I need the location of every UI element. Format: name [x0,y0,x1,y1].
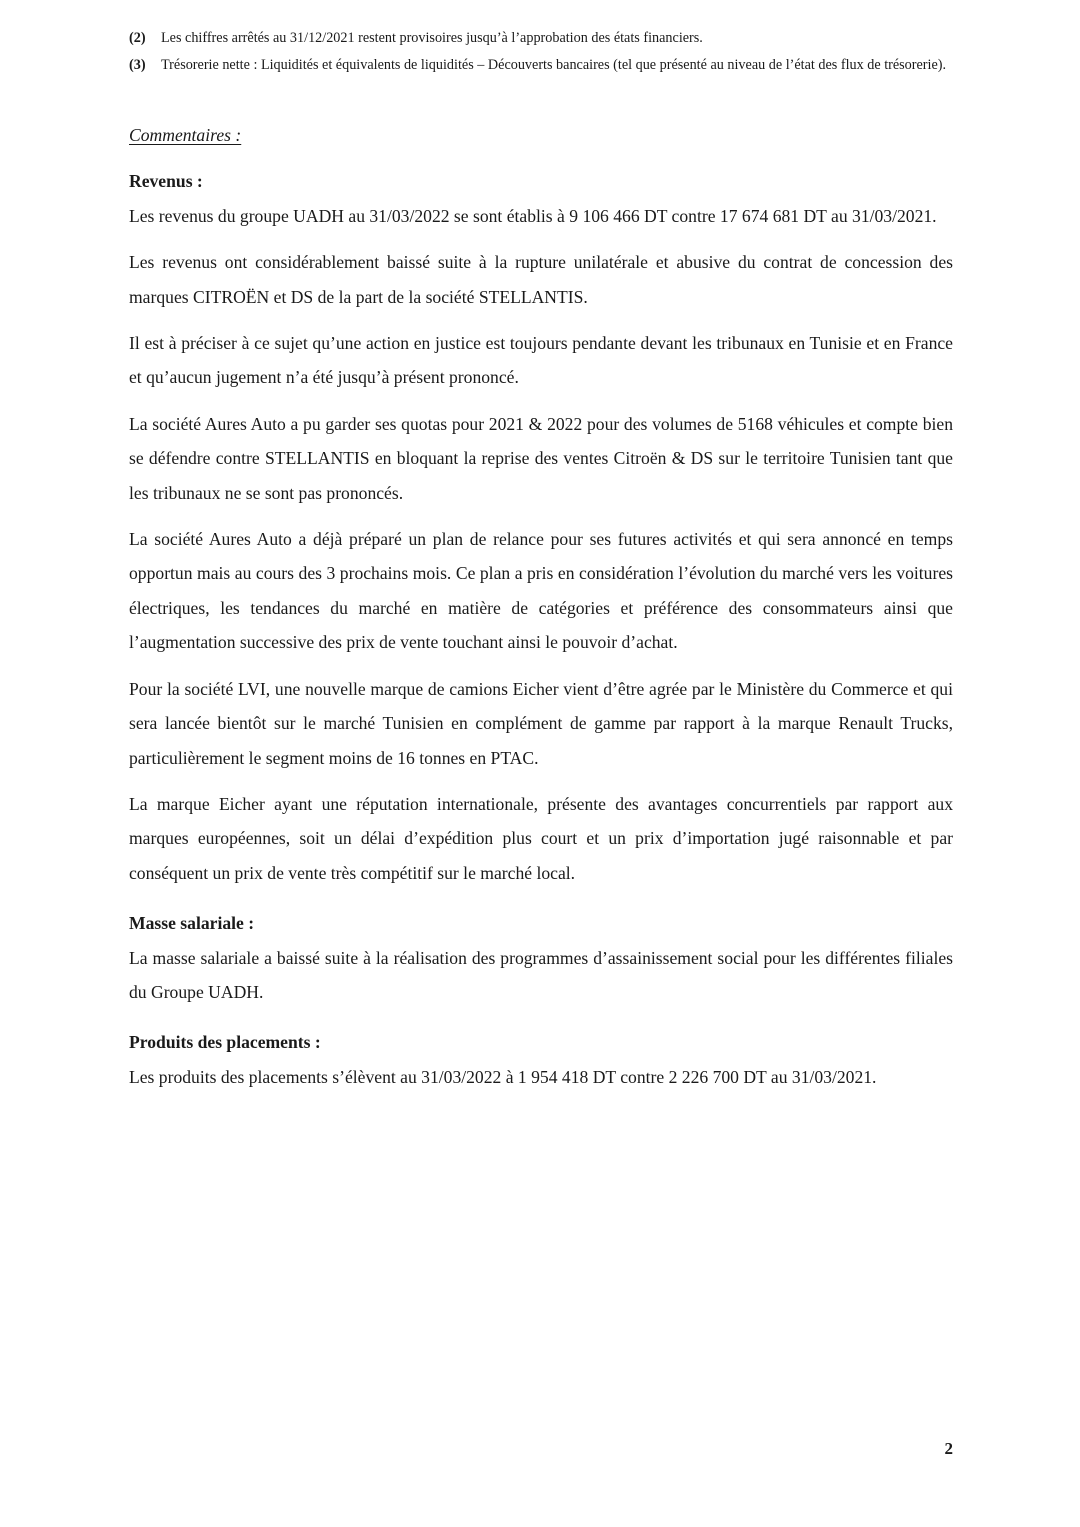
paragraph: La marque Eicher ayant une réputation internationale, présente des avantages concurrentiels par rapport aux marques européennes, soit un délai d’expédition plus court et un prix d’importation jugé raisonnable et par conséquent un prix de vente très compétitif sur le marché local. [129,793,953,883]
footnote-text: Trésorerie nette : Liquidités et équivalents de liquidités – Découverts bancaires (tel que présenté au niveau de l’état des flux de trésorerie). [161,57,947,73]
paragraph: Les revenus ont considérablement baissé suite à la rupture unilatérale et abusive du contrat de concession des marques CITROËN et DS de la part de la société STELLANTIS. [129,252,953,307]
section-revenus [129,164,953,890]
footnote-number: (3) [129,57,146,73]
paragraph: La société Aures Auto a pu garder ses quotas pour 2021 & 2022 pour des volumes de 5168 véhicules et compte bien se défendre contre STELLANTIS en bloquant la reprise des ventes Citroën & DS sur le territoire Tunisien tant que les tribunaux ne se sont pas prononcés. [129,413,953,503]
footnotes [129,28,953,82]
footnote-3 [129,55,953,76]
footnote-number: (2) [129,30,146,46]
section-masse-salariale [129,906,953,1009]
paragraph: Il est à préciser à ce sujet qu’une action en justice est toujours pendante devant les tribunaux en Tunisie et en France et qu’aucun jugement n’a été jusqu’à présent prononcé. [129,333,953,388]
section-heading: Revenus : [129,171,203,192]
paragraph: Les produits des placements s’élèvent au 31/03/2022 à 1 954 418 DT contre 2 226 700 DT au 31/03/2021. [129,1066,877,1087]
footnote-text: Les chiffres arrêtés au 31/12/2021 restent provisoires jusqu’à l’approbation des états financiers. [161,30,703,46]
comments-heading: Commentaires : [129,125,242,145]
page-number: 2 [944,1439,953,1458]
paragraph: Pour la société LVI, une nouvelle marque de camions Eicher vient d’être agrée par le Ministère du Commerce et qui sera lancée bientôt sur le marché Tunisien en complément de gamme par rapport à la marque Renault Trucks, particulièrement le segment moins de 16 tonnes en PTAC. [129,678,953,768]
paragraph: Les revenus du groupe UADH au 31/03/2022 se sont établis à 9 106 466 DT contre 17 674 681 DT au 31/03/2021. [129,205,937,226]
paragraph: La société Aures Auto a déjà préparé un plan de relance pour ses futures activités et qui sera annoncé en temps opportun mais au cours des 3 prochains mois. Ce plan a pris en considération l’évolution du marché vers les voitures électriques, les tendances du marché en matière de catégories et préférence des consommateurs ainsi que l’augmentation successive des prix de vente touchant ainsi le pouvoir d’achat. [129,529,953,653]
section-heading: Masse salariale : [129,913,255,934]
section-heading: Produits des placements : [129,1032,321,1053]
document-body [129,118,953,1110]
section-produits-placements [129,1025,953,1094]
paragraph: La masse salariale a baissé suite à la réalisation des programmes d’assainissement social pour les différentes filiales du Groupe UADH. [129,947,953,1002]
footnote-2 [129,28,953,49]
